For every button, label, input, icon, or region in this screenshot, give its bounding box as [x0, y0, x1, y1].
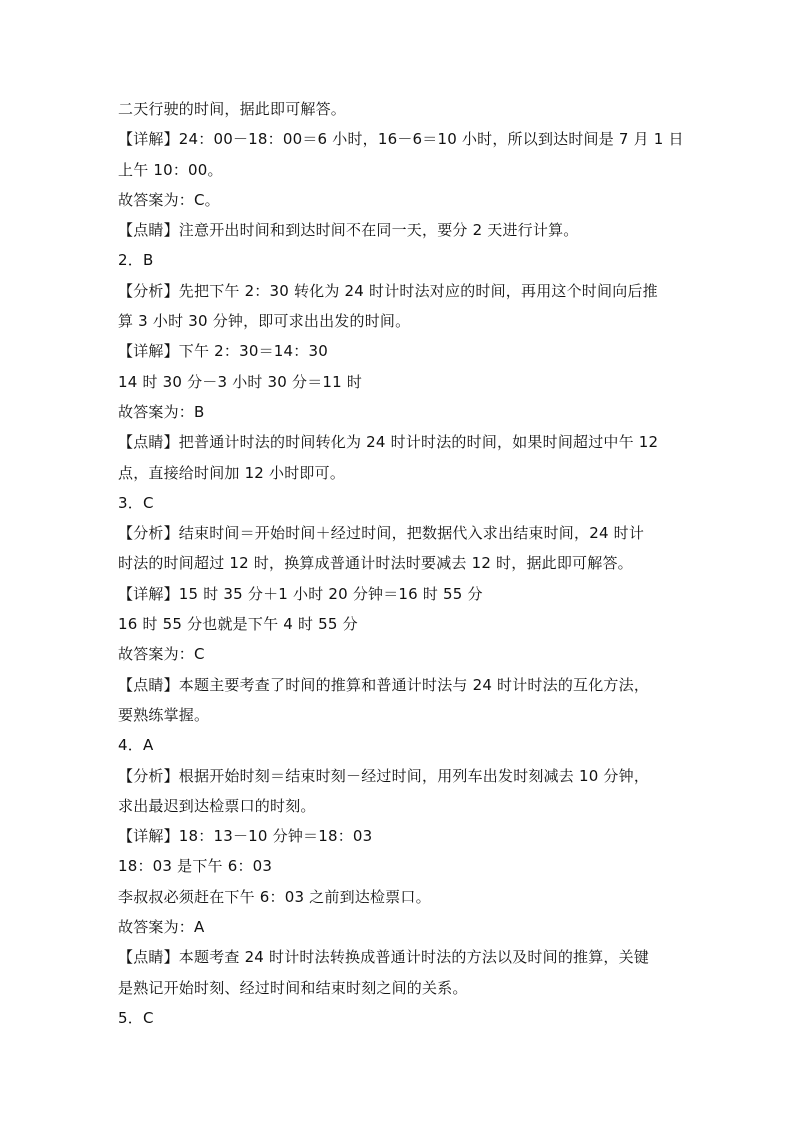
- text-line: 【点睛】注意开出时间和到达时间不在同一天，要分 2 天进行计算。: [118, 221, 579, 240]
- text-line: 算 3 小时 30 分钟，即可求出出发的时间。: [118, 312, 411, 331]
- text-line: 【详解】24：00－18：00＝6 小时，16－6＝10 小时，所以到达时间是 7 月 1 日: [118, 130, 684, 149]
- question-number: 4．A: [118, 736, 154, 755]
- text-line: 【详解】15 时 35 分＋1 小时 20 分钟＝16 时 55 分: [118, 584, 483, 603]
- text-line: 【点睛】本题考查 24 时计时法转换成普通计时法的方法以及时间的推算，关键: [118, 948, 650, 967]
- text-line: 【点睛】把普通计时法的时间转化为 24 时计时法的时间，如果时间超过中午 12: [118, 433, 659, 452]
- text-line: 点，直接给时间加 12 小时即可。: [118, 463, 346, 482]
- text-line: 要熟练掌握。: [118, 705, 210, 724]
- text-line: 时法的时间超过 12 时，换算成普通计时法时要减去 12 时，据此即可解答。: [118, 554, 633, 573]
- text-line: 是熟记开始时刻、经过时间和结束时刻之间的关系。: [118, 978, 468, 997]
- text-line: 14 时 30 分－3 小时 30 分＝11 时: [118, 372, 363, 391]
- text-line: 【分析】先把下午 2：30 转化为 24 时计时法对应的时间，再用这个时间向后推: [118, 281, 658, 300]
- text-line: 上午 10：00。: [118, 160, 223, 179]
- text-line: 【分析】结束时间＝开始时间＋经过时间，把数据代入求出结束时间，24 时计: [118, 524, 645, 543]
- text-line: 李叔叔必须赶在下午 6：03 之前到达检票口。: [118, 887, 431, 906]
- question-number: 3．C: [118, 493, 154, 512]
- text-line: 故答案为：A: [118, 918, 205, 937]
- text-line: 16 时 55 分也就是下午 4 时 55 分: [118, 615, 358, 634]
- text-line: 故答案为：C。: [118, 190, 220, 209]
- text-line: 故答案为：C: [118, 645, 205, 664]
- question-number: 5．C: [118, 1008, 154, 1027]
- text-line: 求出最迟到达检票口的时刻。: [118, 796, 316, 815]
- text-line: 【点睛】本题主要考查了时间的推算和普通计时法与 24 时计时法的互化方法，: [118, 675, 650, 694]
- text-line: 故答案为：B: [118, 402, 205, 421]
- question-number: 2．B: [118, 251, 154, 270]
- text-line: 【分析】根据开始时刻＝结束时刻－经过时间，用列车出发时刻减去 10 分钟，: [118, 766, 650, 785]
- document-body: [118, 94, 718, 1033]
- text-line: 18：03 是下午 6：03: [118, 857, 273, 876]
- text-line: 【详解】下午 2：30＝14：30: [118, 342, 328, 361]
- text-line: 【详解】18：13－10 分钟＝18：03: [118, 827, 373, 846]
- text-line: 二天行驶的时间，据此即可解答。: [118, 100, 347, 118]
